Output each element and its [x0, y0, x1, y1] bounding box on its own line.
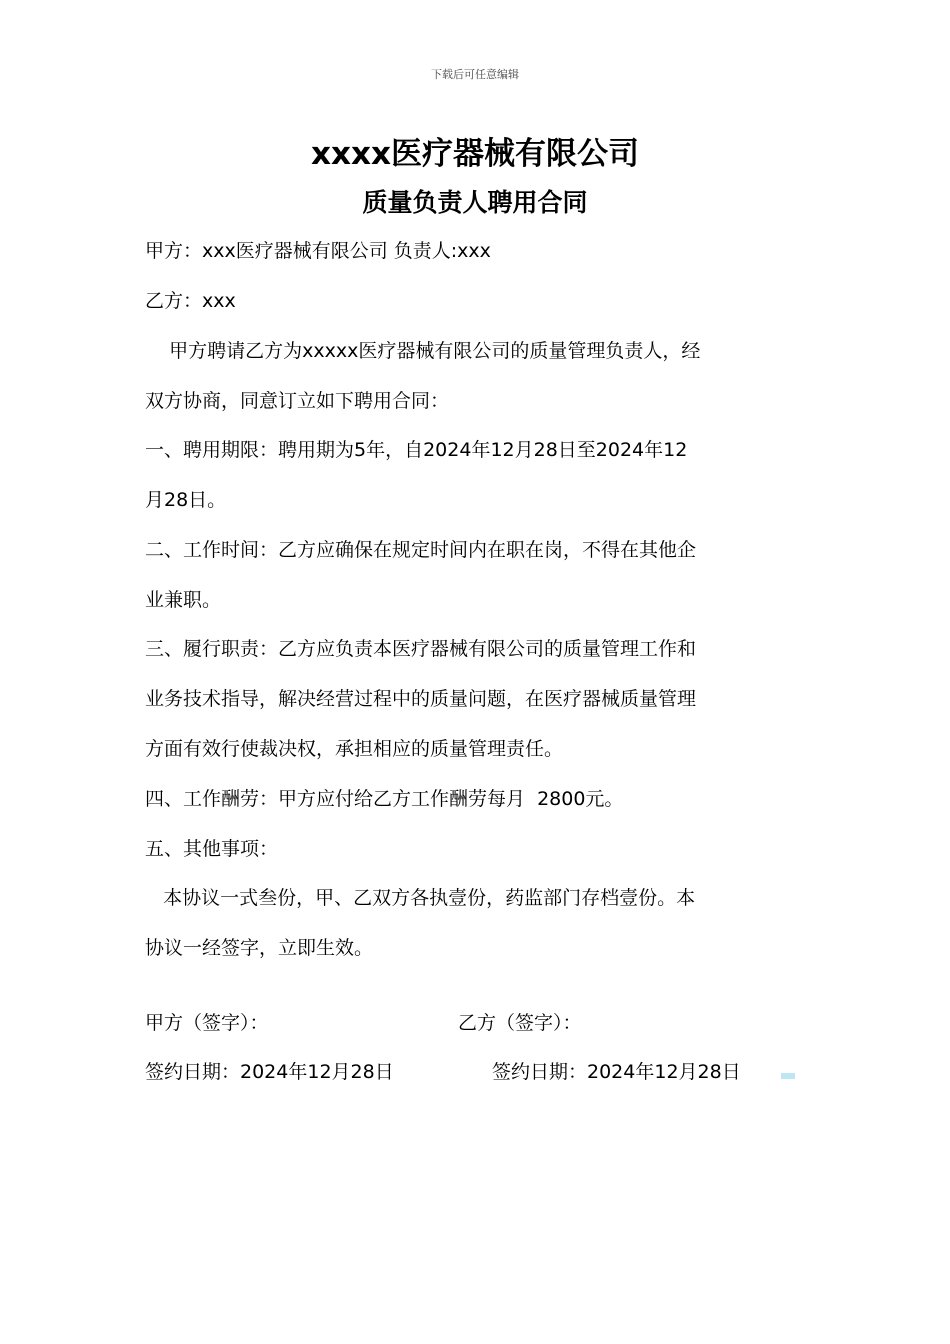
clause-4-line-1: 四、工作酬劳：甲方应付给乙方工作酬劳每月 2800元。	[145, 788, 624, 810]
intro-line-2: 双方协商，同意订立如下聘用合同：	[145, 390, 450, 412]
party-b-sign-date: 签约日期：2024年12月28日	[492, 1061, 741, 1083]
text-cursor-highlight	[781, 1073, 795, 1079]
clause-1-line-1: 一、聘用期限：聘用期为5年，自2024年12月28日至2024年12	[145, 439, 688, 461]
clause-2-line-2: 业兼职。	[145, 589, 222, 611]
closing-line-2: 协议一经签字，立即生效。	[145, 937, 374, 959]
clause-2-line-1: 二、工作时间：乙方应确保在规定时间内在职在岗，不得在其他企	[145, 539, 697, 561]
clause-3-line-1: 三、履行职责：乙方应负责本医疗器械有限公司的质量管理工作和	[145, 638, 697, 660]
clause-3-line-3: 方面有效行使裁决权，承担相应的质量管理责任。	[145, 738, 564, 760]
party-b-line: 乙方：xxx	[145, 290, 236, 312]
party-b-signature-label: 乙方（签字）：	[458, 1012, 582, 1034]
party-a-line: 甲方：xxx医疗器械有限公司 负责人:xxx	[145, 240, 491, 262]
party-a-sign-date: 签约日期：2024年12月28日	[145, 1061, 394, 1083]
clause-5-line-1: 五、其他事项：	[145, 838, 279, 860]
clause-1-line-2: 月28日。	[145, 489, 227, 511]
intro-line-1: 甲方聘请乙方为xxxxx医疗器械有限公司的质量管理负责人，经	[145, 340, 701, 362]
document-title: xxxx医疗器械有限公司	[311, 136, 639, 172]
header-note: 下载后可任意编辑	[431, 68, 519, 81]
clause-3-line-2: 业务技术指导，解决经营过程中的质量问题，在医疗器械质量管理	[145, 688, 697, 710]
document-subtitle: 质量负责人聘用合同	[362, 188, 588, 217]
party-a-signature-label: 甲方（签字）：	[145, 1012, 269, 1034]
closing-line-1: 本协议一式叁份，甲、乙双方各执壹份，药监部门存档壹份。本	[145, 887, 696, 909]
